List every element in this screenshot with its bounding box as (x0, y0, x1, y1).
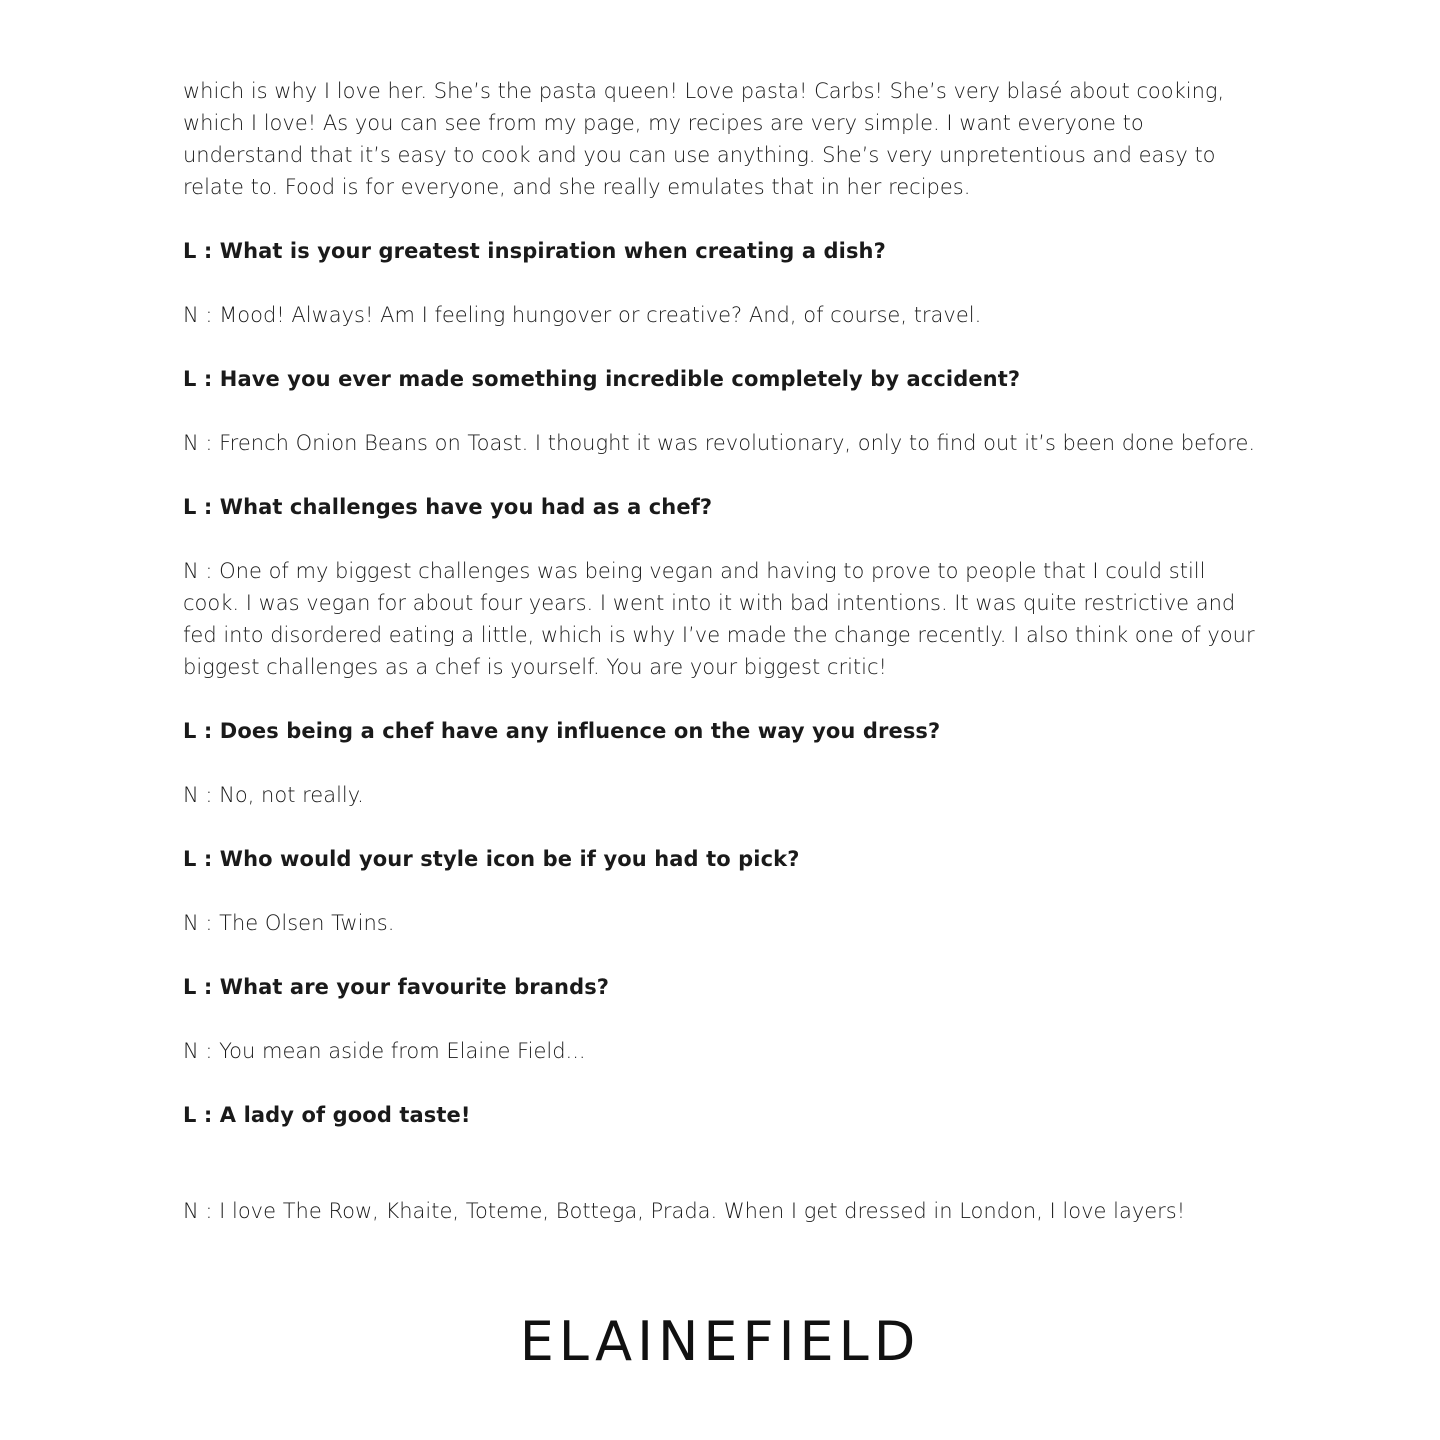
question-6: L : What are your favourite brands? (183, 975, 610, 999)
question-1: L : What is your greatest inspiration when creating a dish? (183, 239, 886, 263)
brand-logo: ELAINEFIELD (519, 1310, 921, 1373)
interview-article (183, 75, 1263, 1259)
question-4: L : Does being a chef have any influence on the way you dress? (183, 719, 941, 743)
question-2: L : Have you ever made something incredible completely by accident? (183, 367, 1021, 391)
question-7: L : A lady of good taste! (183, 1103, 471, 1127)
answer-7: N : I love The Row, Khaite, Toteme, Bottega, Prada. When I get dressed in London, I love layers! (183, 1199, 1186, 1223)
answer-2: N : French Onion Beans on Toast. I thought it was revolutionary, only to find out it’s been done before. (183, 431, 1256, 455)
answer-3: N : One of my biggest challenges was being vegan and having to prove to people that I could still cook. I was vegan for about four years. I went into it with bad intentions. It was quite restrictive and fed into disordered eating a little, which is why I’ve made the change recently. I also think one of your biggest challenges as a chef is yourself. You are your biggest critic! (183, 559, 1255, 679)
answer-6: N : You mean aside from Elaine Field... (183, 1039, 586, 1063)
question-3: L : What challenges have you had as a chef? (183, 495, 713, 519)
answer-5: N : The Olsen Twins. (183, 911, 395, 935)
answer-4: N : No, not really. (183, 783, 364, 807)
question-5: L : Who would your style icon be if you had to pick? (183, 847, 800, 871)
answer-1: N : Mood! Always! Am I feeling hungover or creative? And, of course, travel. (183, 303, 982, 327)
intro-paragraph: which is why I love her. She’s the pasta queen! Love pasta! Carbs! She’s very blasé about cooking, which I love! As you can see from my page, my recipes are very simple. I want everyone to understand that it’s easy to cook and you can use anything. She’s very unpretentious and easy to relate to. Food is for everyone, and she really emulates that in her recipes. (183, 79, 1225, 199)
